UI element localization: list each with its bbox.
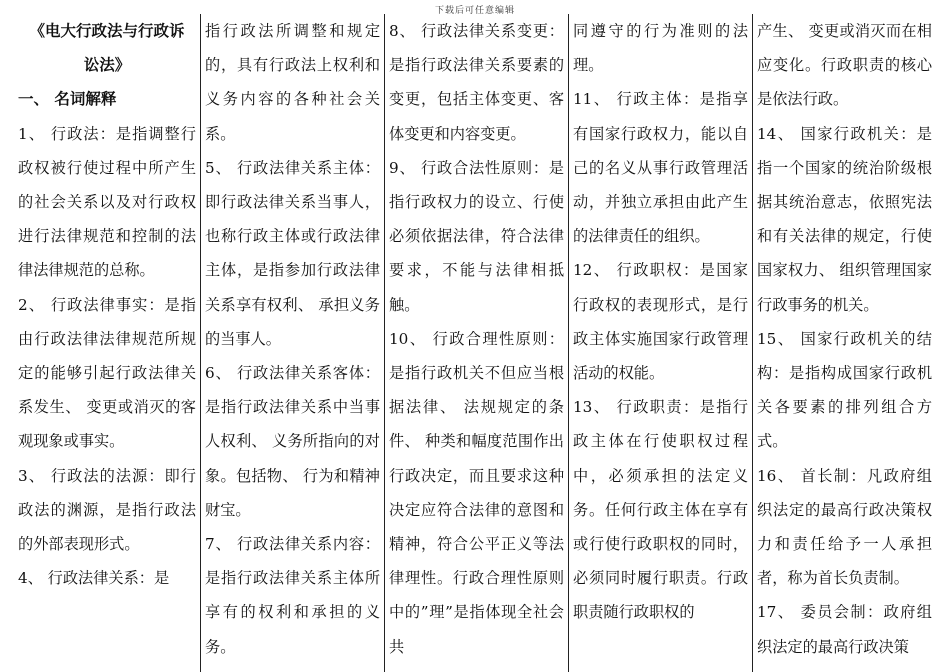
document-page — [14, 14, 936, 672]
paragraph: 16、 首长制：凡政府组织法定的最高行政决策权力和责任给予一人承担者，称为首长负责制。 — [757, 466, 932, 588]
paragraph: 2、 行政法律事实：是指由行政法律法律规范所规定的能够引起行政法律关系发生、 变更或消灭的客观现象或事实。 — [18, 295, 196, 451]
watermark: 下载后可任意编辑 — [434, 6, 515, 16]
paragraph: 产生、 变更或消灭而在相应变化。行政职责的核心是依法行政。 — [757, 22, 932, 109]
document-title-line-1: 《电大行政法与行政诉 — [29, 21, 185, 40]
paragraph: 10、 行政合理性原则：是指行政机关不但应当根据法律、 法规规定的条件、 种类和幅度范围作出行政决定，而且要求这种决定应符合法律的意图和精神，符合公平正义等法律理性。行政合理性原则中的”理”是指体现全社会共 — [389, 329, 564, 656]
column-3 — [384, 14, 568, 672]
column-2 — [200, 14, 384, 672]
paragraph: 5、 行政法律关系主体：即行政法律关系当事人，也称行政主体或行政法律主体，是指参加行政法律关系享有权利、 承担义务的当事人。 — [205, 158, 380, 348]
paragraph: 3、 行政法的法源：即行政法的渊源，是指行政法的外部表现形式。 — [18, 466, 196, 554]
column-1 — [14, 14, 200, 672]
paragraph: 7、 行政法律关系内容：是指行政法律关系主体所享有的权利和承担的义务。 — [205, 535, 380, 656]
paragraph: 13、 行政职责：是指行政主体在行使职权过程中，必须承担的法定义务。任何行政主体在享有或行使行政职权的同时，必须同时履行职责。行政职责随行政职权的 — [573, 398, 748, 622]
document-title-line-2: 讼法》 — [83, 55, 131, 75]
paragraph: 6、 行政法律关系客体：是指行政法律关系中当事人权利、 义务所指向的对象。包括物、 行为和精神财宝。 — [205, 364, 380, 519]
section-heading: 一、 名词解释 — [18, 89, 117, 109]
paragraph: 9、 行政合法性原则：是指行政权力的设立、行使必须依据法律，符合法律要求，不能与法律相抵触。 — [389, 158, 564, 314]
paragraph: 同遵守的行为准则的法理。 — [573, 22, 748, 75]
paragraph: 指行政法所调整和规定的，具有行政法上权利和义务内容的各种社会关系。 — [205, 22, 380, 143]
paragraph: 11、 行政主体：是指享有国家行政权力，能以自己的名义从事行政管理活动，并独立承担由此产生的法律责任的组织。 — [573, 90, 748, 246]
paragraph: 15、 国家行政机关的结构：是指构成国家行政机关各要素的排列组合方式。 — [757, 329, 932, 451]
paragraph: 4、 行政法律关系：是 — [18, 569, 170, 588]
paragraph: 17、 委员会制：政府组织法定的最高行政决策 — [757, 603, 932, 656]
paragraph: 1、 行政法：是指调整行政权被行使过程中所产生的社会关系以及对行政权进行法律规范和控制的法律法律规范的总称。 — [18, 124, 196, 280]
column-5 — [752, 14, 936, 672]
paragraph: 12、 行政职权：是国家行政权的表现形式，是行政主体实施国家行政管理活动的权能。 — [573, 261, 748, 383]
column-4 — [568, 14, 752, 672]
paragraph: 14、 国家行政机关：是指一个国家的统治阶级根据其统治意志，依照宪法和有关法律的规定，行使国家权力、 组织管理国家行政事务的机关。 — [757, 124, 932, 314]
paragraph: 8、 行政法律关系变更：是指行政法律关系要素的变更，包括主体变更、客体变更和内容变更。 — [389, 22, 564, 143]
